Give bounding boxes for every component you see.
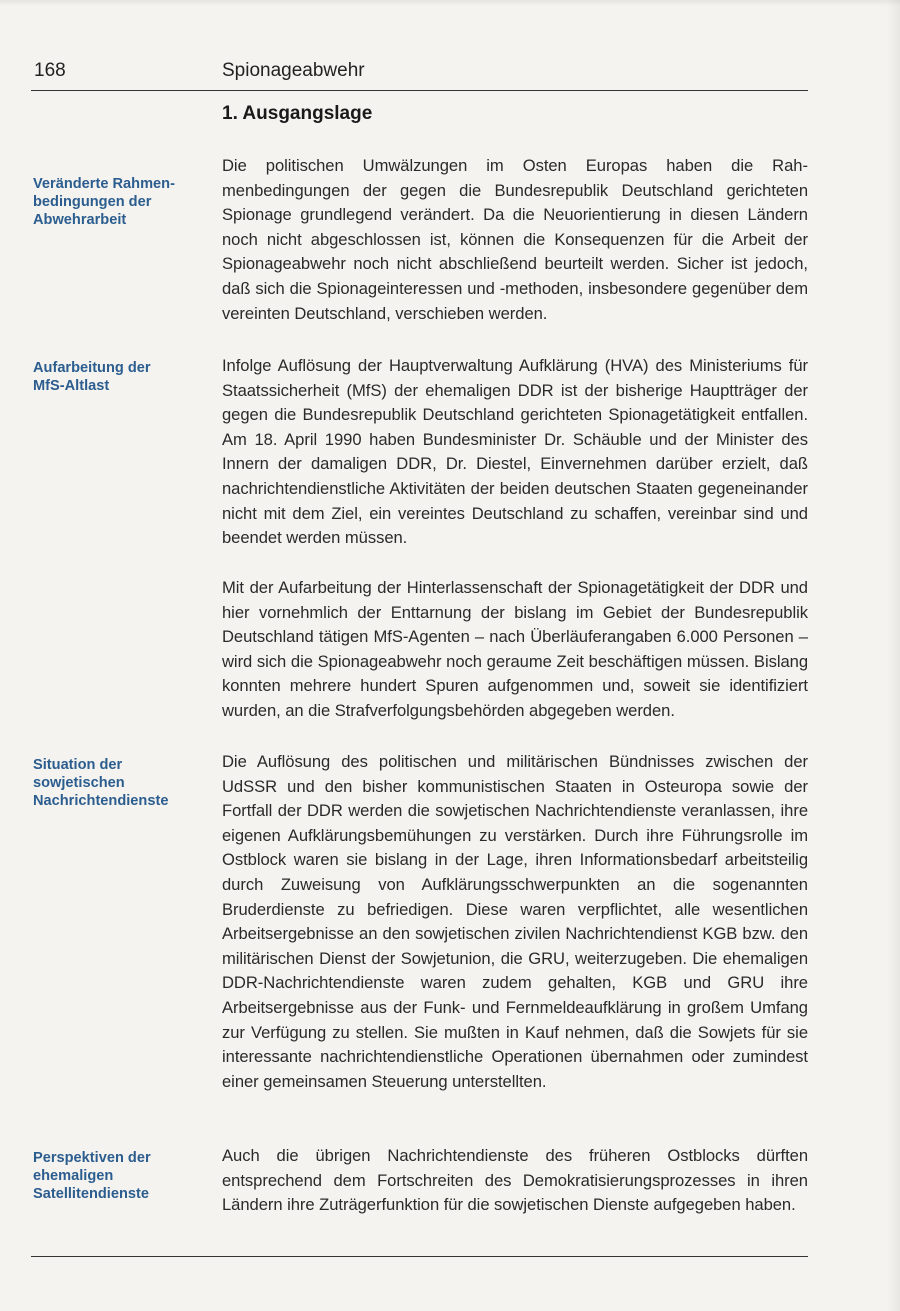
paragraph-changed-conditions: Die politischen Umwälzungen im Osten Europas haben die Rahmenbedingungen der gegen die Bundesrepublik Deutschland gerichteten Spionage grundlegend verändert. Da die Neuorientierung in diesen Ländern noch nicht abgeschlossen ist, können die Konsequenzen für die Arbeit der Spionageabwehr noch nicht abschließend beurteilt werden. Sicher ist jedoch, daß sich die Spionageinteressen und -methoden, insbesondere gegenüber dem vereinten Deutschland, verschieben werden. <box>222 156 808 323</box>
paragraph-hva-dissolution: Infolge Auflösung der Hauptverwaltung Aufklärung (HVA) des Ministeriums für Staatssicherheit (MfS) der ehemaligen DDR ist der bisherige Hauptträger der gegen die Bundesrepublik Deutschland gerichteten Spionagetätigkeit entfallen. Am 18. April 1990 haben Bundesminister Dr. Schäuble und der Minister des Innern der damaligen DDR, Dr. Diestel, Einvernehmen darüber erzielt, daß nachrichtendienstliche Aktivitäten der beiden deutschen Staaten gegeneinander nicht mit dem Ziel, ein vereintes Deutschland zu schaffen, vereinbar sind und beendet werden müssen. <box>222 356 808 548</box>
margin-note-soviet-services: Situation der sowjetischen Nachrichtendienste <box>33 757 169 809</box>
footer-divider <box>31 1256 808 1257</box>
page-number: 168 <box>34 60 66 81</box>
paragraph-soviet-services: Die Auflösung des politischen und militärischen Bündnisses zwischen der UdSSR und den bisher kommunistischen Staaten in Osteuropa sowie der Fortfall der DDR werden die sowjetischen Nachrichtendienste veranlassen, ihre eigenen Aufklärungsbemühungen zu verstärken. Durch ihre Führungsrolle im Ostblock waren sie bislang in der Lage, ihren Informationsbedarf arbeitsteilig durch Zuweisung von Aufklärungsschwerpunkten an die sogenannten Bruderdienste zu befriedigen. Diese waren verpflichtet, alle wesentlichen Arbeitsergebnisse an den sowjetischen zivilen Nachrichtendienst KGB bzw. den militärischen Dienst der Sowjetunion, die GRU, weiterzugeben. Die ehemaligen DDR-Nachrichtendienste waren zudem gehalten, KGB und GRU ihre Arbeitsergebnisse aus der Funk- und Fernmeldeaufklärung in großem Umfang zur Verfügung zu stellen. Sie mußten in Kauf nehmen, daß die Sowjets für sie interessante nachrichtendienstliche Operationen übernahmen oder zumindest einer gemeinsamen Steuerung unterstellten. <box>222 752 808 1091</box>
paragraph-eastern-bloc-services: Auch die übrigen Nachrichtendienste des früheren Ostblocks dürften entsprechend dem Fortschreiten des Demokratisierungsprozesses in ihren Ländern ihre Zuträgerfunktion für die sowjetischen Dienste aufgegeben haben. <box>222 1146 808 1215</box>
header-divider <box>31 90 808 91</box>
paragraph-mfs-agents: Mit der Aufarbeitung der Hinterlassenschaft der Spionagetätigkeit der DDR und hier vornehmlich der Enttarnung der bislang im Gebiet der Bundesrepublik Deutschland tätigen MfS-Agenten – nach Überläuferangaben 6.000 Personen – wird sich die Spionageabwehr noch geraume Zeit beschäftigen müssen. Bislang konnten mehrere hundert Spuren aufgenommen und, soweit sie identifiziert wurden, an die Strafverfolgungsbehörden abgegeben werden. <box>222 578 808 720</box>
margin-note-satellite-services: Perspektiven der ehemaligen Satellitendienste <box>33 1150 151 1202</box>
section-heading: 1. Ausgangslage <box>222 103 373 124</box>
margin-note-changed-conditions: Veränderte Rahmen- bedingungen der Abwehrarbeit <box>33 176 175 228</box>
running-title: Spionageabwehr <box>222 60 365 81</box>
scan-shadow-top <box>0 0 900 6</box>
scan-shadow-right <box>886 0 900 1311</box>
margin-note-mfs-legacy: Aufarbeitung der MfS-Altlast <box>33 360 151 394</box>
